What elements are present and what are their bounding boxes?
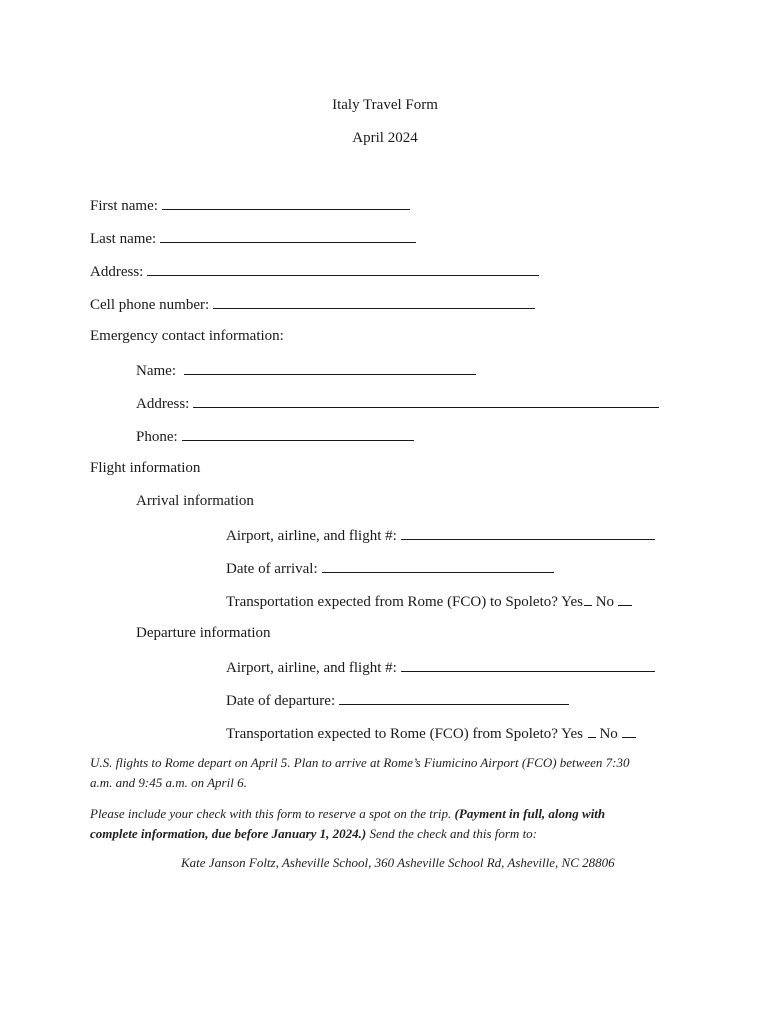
first-name-field[interactable]: [162, 194, 410, 210]
emergency-name-row: [136, 359, 476, 381]
departure-date-field[interactable]: [339, 689, 569, 705]
emergency-name-label: Name:: [136, 363, 176, 379]
departure-transport-row: [226, 722, 636, 744]
departure-date-label: Date of departure:: [226, 693, 336, 709]
form-date: April 2024: [352, 130, 418, 146]
arrival-yes-field[interactable]: [584, 590, 592, 606]
emergency-address-field[interactable]: [193, 392, 659, 408]
mail-to-address: Kate Janson Foltz, Asheville School, 360 Asheville School Rd, Asheville, NC 28806: [181, 855, 615, 870]
arrival-transport-label: Transportation expected from Rome (FCO) to Spoleto?: [226, 594, 558, 610]
cell-phone-label: Cell phone number:: [90, 297, 210, 313]
check-note: [90, 804, 710, 844]
last-name-label: Last name:: [90, 231, 157, 247]
departure-airport-row: [226, 656, 655, 678]
departure-heading: Departure information: [136, 625, 271, 641]
check-note-line-2: [90, 824, 710, 844]
cell-phone-row: [90, 293, 535, 315]
arrival-no-label: No: [595, 594, 615, 610]
check-note-plain-2: Send the check and this form to:: [369, 826, 538, 841]
last-name-field[interactable]: [160, 227, 416, 243]
flight-note-line-2: a.m. and 9:45 a.m. on April 6.: [90, 775, 247, 790]
flight-heading: Flight information: [90, 460, 201, 476]
departure-date-row: [226, 689, 569, 711]
arrival-date-label: Date of arrival:: [226, 561, 318, 577]
departure-no-field[interactable]: [622, 722, 636, 738]
arrival-heading: Arrival information: [136, 493, 254, 509]
emergency-address-label: Address:: [136, 396, 190, 412]
departure-no-label: No: [599, 726, 618, 742]
flight-note: [90, 753, 690, 793]
check-note-bold-2: complete information, due before January 1, 2024.): [90, 826, 367, 841]
emergency-phone-field[interactable]: [182, 425, 414, 441]
departure-transport-label: Transportation expected to Rome (FCO) from Spoleto?: [226, 726, 558, 742]
emergency-name-field[interactable]: [184, 359, 476, 375]
emergency-phone-row: [136, 425, 414, 447]
arrival-airport-label: Airport, airline, and flight #:: [226, 528, 397, 544]
emergency-address-row: [136, 392, 659, 414]
arrival-yes-label: Yes: [561, 594, 583, 610]
arrival-date-row: [226, 557, 554, 579]
first-name-label: First name:: [90, 198, 158, 214]
first-name-row: [90, 194, 410, 216]
check-note-bold-1: (Payment in full, along with: [454, 806, 606, 821]
address-label: Address:: [90, 264, 144, 280]
departure-airport-field[interactable]: [401, 656, 655, 672]
flight-note-line-1: U.S. flights to Rome depart on April 5. Plan to arrive at Rome’s Fiumicino Airport (FCO) between 7:30: [90, 755, 630, 770]
check-note-line-1: [90, 804, 710, 824]
emergency-phone-label: Phone:: [136, 429, 178, 445]
arrival-airport-field[interactable]: [401, 524, 655, 540]
departure-yes-label: Yes: [561, 726, 583, 742]
arrival-airport-row: [226, 524, 655, 546]
departure-airport-label: Airport, airline, and flight #:: [226, 660, 397, 676]
departure-yes-field[interactable]: [588, 722, 596, 738]
arrival-date-field[interactable]: [322, 557, 554, 573]
address-row: [90, 260, 539, 282]
address-field[interactable]: [147, 260, 539, 276]
cell-phone-field[interactable]: [213, 293, 535, 309]
emergency-heading: Emergency contact information:: [90, 328, 284, 344]
check-note-plain-1: Please include your check with this form to reserve a spot on the trip.: [90, 806, 452, 821]
arrival-transport-row: [226, 590, 632, 612]
form-title: Italy Travel Form: [332, 97, 438, 113]
last-name-row: [90, 227, 416, 249]
arrival-no-field[interactable]: [618, 590, 632, 606]
